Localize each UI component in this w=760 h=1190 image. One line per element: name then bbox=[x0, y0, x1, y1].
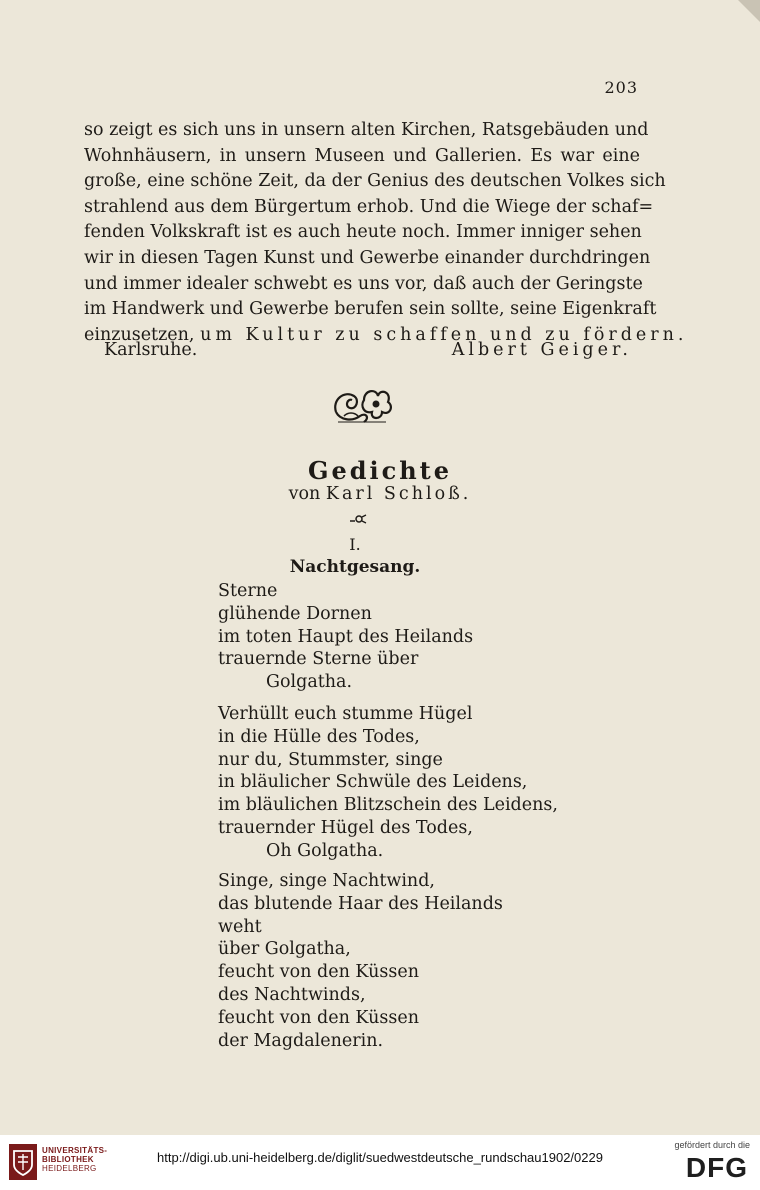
verse-line: trauernder Hügel des Todes, bbox=[218, 817, 473, 838]
prose-line: strahlend aus dem Bürgertum erhob. Und die Wiege der schaf= bbox=[84, 196, 654, 217]
prose-paragraph bbox=[84, 118, 688, 348]
signature-author: Albert Geiger. bbox=[451, 340, 632, 360]
verse-line: trauernde Sterne über bbox=[218, 649, 419, 670]
signature-place: Karlsruhe. bbox=[104, 340, 198, 360]
prose-line: fenden Volkskraft ist es auch heute noch. Immer inniger sehen bbox=[84, 222, 642, 243]
funding-note: gefördert durch die bbox=[674, 1140, 750, 1150]
verse-line: nur du, Stummster, singe bbox=[218, 749, 443, 770]
verse-line: in bläulicher Schwüle des Leidens, bbox=[218, 772, 528, 793]
verse-line: der Magdalenerin. bbox=[218, 1030, 384, 1051]
stanza-3 bbox=[218, 870, 503, 1052]
page-number: 203 bbox=[604, 78, 638, 97]
verse-line: in die Hülle des Todes, bbox=[218, 726, 420, 747]
byline-prefix: von bbox=[288, 484, 321, 504]
prose-last-prefix: einzusetzen, bbox=[84, 324, 195, 345]
poem-collection-title: Gedichte bbox=[307, 456, 453, 485]
section-title: Nachtgesang. bbox=[289, 557, 421, 577]
prose-line: große, eine schöne Zeit, da der Genius des deutschen Volkes sich bbox=[84, 171, 666, 192]
library-line: HEIDELBERG bbox=[42, 1164, 97, 1173]
verse-line: im bläulichen Blitzschein des Leidens, bbox=[218, 795, 558, 816]
small-ornament-icon bbox=[348, 513, 368, 527]
verse-line: Verhüllt euch stumme Hügel bbox=[218, 704, 473, 724]
verse-line: das blutende Haar des Heilands bbox=[218, 893, 503, 914]
verse-line: des Nachtwinds, bbox=[218, 984, 366, 1005]
verse-line: weht bbox=[218, 916, 262, 937]
verse-line: feucht von den Küssen bbox=[218, 1007, 419, 1028]
stanza-2 bbox=[218, 703, 558, 863]
stanza-1 bbox=[218, 580, 473, 694]
prose-line: so zeigt es sich uns in unsern alten Kirchen, Ratsgebäuden und bbox=[84, 120, 649, 140]
verse-line: Sterne bbox=[218, 581, 278, 601]
library-name[interactable] bbox=[42, 1146, 107, 1173]
verse-line: im toten Haupt des Heilands bbox=[218, 626, 474, 647]
poem-byline bbox=[0, 484, 760, 504]
prose-line: und immer idealer schwebt es uns vor, daß auch der Geringste bbox=[84, 273, 643, 294]
verse-line: Singe, singe Nachtwind, bbox=[218, 871, 435, 891]
prose-line: wir in diesen Tagen Kunst und Gewerbe einander durchdringen bbox=[84, 247, 651, 268]
university-seal-icon[interactable] bbox=[8, 1143, 38, 1181]
section-number: I. bbox=[349, 535, 361, 554]
author-name: Karl Schloß. bbox=[325, 484, 472, 504]
signature-row bbox=[104, 340, 632, 368]
prose-line: im Handwerk und Gewerbe berufen sein sollte, seine Eigenkraft bbox=[84, 299, 657, 320]
viewer-footer bbox=[0, 1135, 760, 1190]
verse-line: glühende Dornen bbox=[218, 603, 372, 624]
verse-line-indented: Oh Golgatha. bbox=[266, 840, 384, 861]
page-corner bbox=[738, 0, 760, 22]
library-line: BIBLIOTHEK bbox=[42, 1155, 94, 1164]
prose-last-spaced: um Kultur zu schaffen und zu fördern. bbox=[200, 324, 688, 345]
prose-line: Wohnhäusern, in unsern Museen und Gallerien. Es war eine bbox=[84, 145, 640, 166]
dfg-logo[interactable]: DFG bbox=[685, 1152, 748, 1183]
verse-line: feucht von den Küssen bbox=[218, 962, 419, 983]
verse-line: über Golgatha, bbox=[218, 939, 351, 960]
verse-line-indented: Golgatha. bbox=[266, 672, 353, 693]
library-line: UNIVERSITÄTS- bbox=[42, 1146, 108, 1155]
permalink-url[interactable]: http://digi.ub.uni-heidelberg.de/diglit/suedwestdeutsche_rundschau1902/0229 bbox=[157, 1150, 603, 1165]
floral-vignette-icon bbox=[330, 382, 394, 428]
